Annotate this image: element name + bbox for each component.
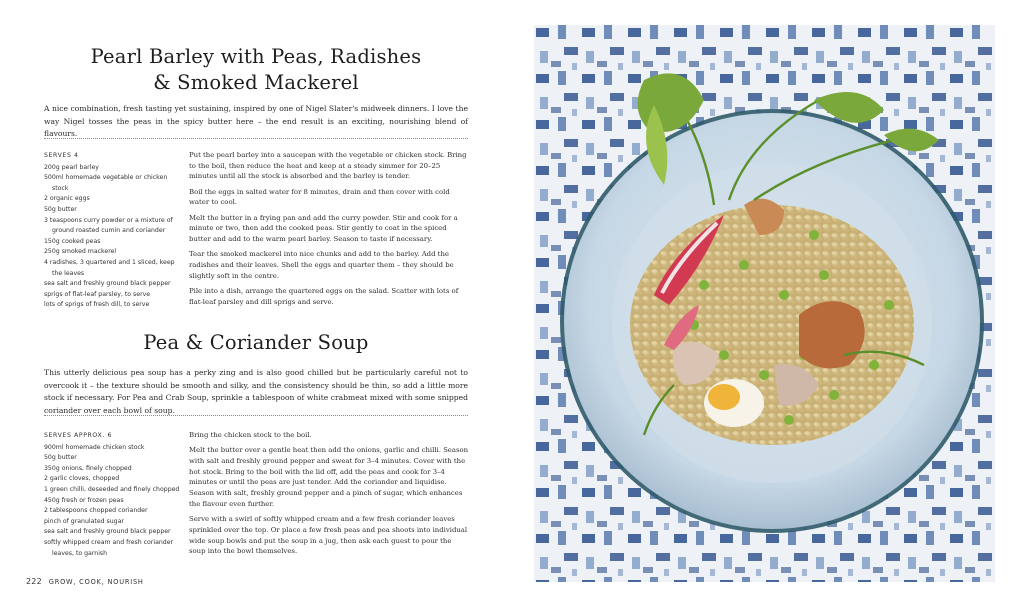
page-number: 222 — [26, 577, 42, 586]
ingredient-item: 2 tablespoons chopped coriander — [44, 507, 148, 515]
ingredient-item: softly whipped cream and fresh coriander leaves, to garnish — [44, 538, 174, 557]
ingredient-item: sea salt and freshly ground black pepper — [44, 280, 171, 288]
ingredient-item: 2 garlic cloves, chopped — [44, 475, 120, 483]
ingredient-item: 1 green chilli, deseeded and finely chopped — [44, 485, 180, 493]
ingredient-item: 2 organic eggs — [44, 195, 90, 203]
method-step: Pile into a dish, arrange the quartered eggs on the salad. Scatter with lots of flat-leaf parsley and dill sprigs and serve. — [189, 287, 459, 306]
method-step: Put the pearl barley into a saucepan with the vegetable or chicken stock. Bring to the boil, then reduce the heat and keep at a steady simmer for 20–25 minutes until all the stock is absorbed and the barley is tender. — [189, 151, 467, 181]
recipe-intro-pea-soup: This utterly delicious pea soup has a perky zing and is also good chilled but be particularly careful not to overcook it – the texture should be smooth and silky, and the consistency should be thin, so add a little more stock if necessary. For Pea and Crab Soup, sprinkle a tablespoon of white crabmeat mixed with some snipped coriander over each bowl of soup. — [44, 368, 468, 415]
ingredient-item: 500ml homemade vegetable or chicken stock — [44, 174, 168, 192]
ingredient-item: 250g smoked mackerel — [44, 248, 117, 256]
ingredient-list-pea-soup — [44, 431, 182, 559]
method-pea-soup — [189, 430, 469, 562]
ingredient-item: sprigs of flat-leaf parsley, to serve — [44, 290, 151, 298]
ingredient-item: 4 radishes, 3 quartered and 1 sliced, keep the leaves — [44, 258, 175, 277]
food-photo-illustration — [534, 25, 995, 582]
method-step: Serve with a swirl of softly whipped cream and a few fresh coriander leaves sprinkled over the top. Or place a few fresh peas and pea shoots into individual wide soup bowls and put the soup in a jug, then ask each guest to pour the soup into the bowl themselves. — [189, 515, 468, 556]
ingredient-item: pinch of granulated sugar — [44, 517, 124, 525]
method-step: Boil the eggs in salted water for 8 minutes, drain and then cover with cold water to cool. — [189, 187, 450, 207]
method-step: Tear the smoked mackerel into nice chunks and add to the barley. Add the radishes and their leaves. Shell the eggs and quarter them – they should be slightly soft in the centre. — [189, 250, 454, 280]
ingredient-item: 900ml homemade chicken stock — [44, 443, 145, 451]
serves-label: SERVES 4 — [44, 152, 79, 159]
halved-egg — [704, 379, 764, 427]
dotted-divider — [44, 138, 468, 139]
ingredient-item: 50g butter — [44, 454, 77, 462]
ingredient-item: 150g cooked peas — [44, 237, 101, 245]
title-line-2: & Smoked Mackerel — [153, 71, 359, 94]
recipe-intro-pearl-barley: A nice combination, fresh tasting yet sustaining, inspired by one of Nigel Slater's midweek dinners. I love the way Nigel tosses the peas in the spicy butter here – the end result is an exciting, nourishing blend of flavours. — [44, 104, 468, 139]
method-step: Bring the chicken stock to the boil. — [189, 431, 312, 439]
method-step: Melt the butter in a frying pan and add the curry powder. Stir and cook for a minute or two, then add the cooked peas. Stir gently to coat in the spiced butter and add to the warm pearl barley. Season to taste if necessary. — [189, 213, 458, 244]
food-photo — [534, 25, 995, 582]
ingredient-item: 450g fresh or frozen peas — [44, 496, 124, 504]
running-head: GROW, COOK, NOURISH — [48, 578, 144, 586]
method-step: Melt the butter over a gentle heat then add the onions, garlic and chilli. Season with salt and freshly ground pepper and sweat for 3–4 minutes. Cover with the hot stock. Bring to the boil with the lid off, add the peas and cook for 3–4 minutes or until the peas are just tender. Add the coriander and liquidise. Season with salt, freshly ground pepper and a pinch of sugar, which enhances the flavour even further. — [189, 446, 469, 508]
dotted-divider — [44, 415, 468, 416]
ingredient-item: 350g onions, finely chopped — [44, 464, 132, 472]
title-line-1: Pearl Barley with Peas, Radishes — [90, 45, 422, 68]
method-pearl-barley — [189, 150, 469, 312]
page-footer — [26, 577, 144, 586]
recipe-title-pea-soup: Pea & Coriander Soup — [143, 331, 369, 354]
ingredient-item: 200g pearl barley — [44, 163, 99, 171]
ingredient-item: sea salt and freshly ground black pepper — [44, 528, 171, 536]
ingredient-item: 3 teaspoons curry powder or a mixture of ground roasted cumin and coriander — [44, 216, 173, 235]
recipe-title-pearl-barley — [44, 44, 468, 96]
ingredient-list-pearl-barley — [44, 151, 182, 311]
serves-label: SERVES APPROX. 6 — [44, 432, 113, 439]
ingredient-item: lots of sprigs of fresh dill, to serve — [44, 301, 150, 309]
ingredient-item: 50g butter — [44, 205, 77, 213]
